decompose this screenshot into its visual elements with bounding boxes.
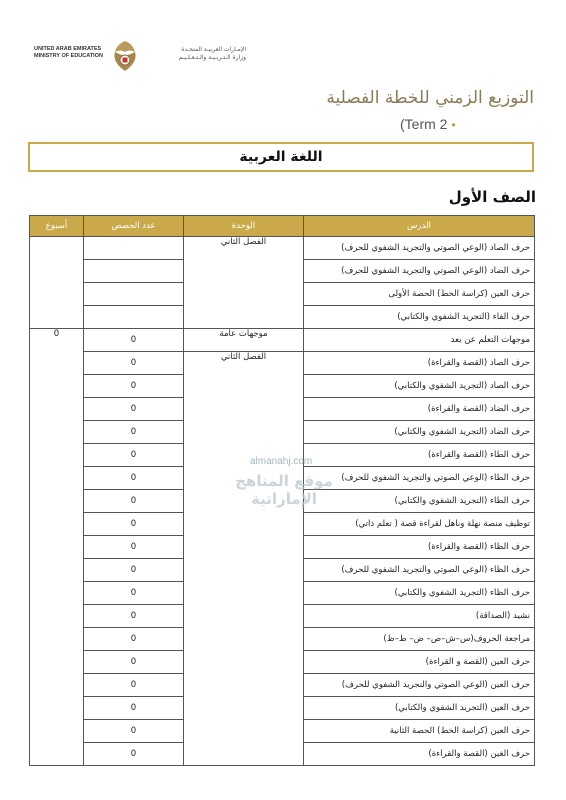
- lesson-cell: حرف الصاد (القصة والقراءة): [304, 352, 535, 375]
- grade-title: الصف الأول: [448, 188, 536, 206]
- count-cell: [84, 283, 184, 306]
- lesson-cell: حرف الصاد (الوعي الصوتي والتجريد الشفوي للحرف): [304, 237, 535, 260]
- lesson-cell: حرف الفاء (التجريد الشفوي والكتابي): [304, 306, 535, 329]
- count-cell: 0: [84, 651, 184, 674]
- term-dot: •: [451, 118, 456, 132]
- lesson-cell: حرف الظاء (الوعي الصوتي والتجريد الشفوي للحرف): [304, 559, 535, 582]
- count-cell: 0: [84, 697, 184, 720]
- count-cell: 0: [84, 421, 184, 444]
- count-cell: 0: [84, 375, 184, 398]
- subject-box: [28, 142, 534, 172]
- ministry-name-ar: [170, 46, 246, 62]
- table-row: [30, 237, 535, 260]
- subject-title: اللغة العربية: [239, 149, 323, 165]
- lesson-cell: حرف الضاد (التجريد الشفوي والكتابي): [304, 421, 535, 444]
- table-row: [30, 352, 535, 375]
- count-cell: 0: [84, 674, 184, 697]
- lesson-cell: توظيف منصة نهلة وناهل لقراءة قصة ( تعلم ذاتي): [304, 513, 535, 536]
- count-cell: 0: [84, 628, 184, 651]
- term-label: [400, 116, 456, 132]
- count-cell: 0: [84, 720, 184, 743]
- ministry-ar-line1: الإمـارات العربيـة المتحـدة: [181, 46, 246, 53]
- table-row: [30, 329, 535, 352]
- count-cell: 0: [84, 398, 184, 421]
- ministry-en-line2: MINISTRY OF EDUCATION: [34, 53, 103, 59]
- count-cell: 0: [84, 536, 184, 559]
- unit-cell: الفصل الثاني: [184, 237, 304, 329]
- lesson-cell: حرف الغين (القصة والقراءة): [304, 743, 535, 766]
- ministry-en-line1: UNITED ARAB EMIRATES: [34, 46, 102, 52]
- table-header-row: [30, 216, 535, 237]
- lesson-cell: حرف العين (الوعي الصوتي والتجريد الشفوي للحرف): [304, 674, 535, 697]
- header-lesson: الدرس: [304, 216, 535, 237]
- uae-emblem-icon: [110, 38, 140, 74]
- week-cell: [30, 237, 84, 329]
- count-cell: [84, 237, 184, 260]
- header-count: عدد الحصص: [84, 216, 184, 237]
- lesson-cell: حرف العين (كراسة الخط) الحصة الأولى: [304, 283, 535, 306]
- plan-title: التوزيع الزمني للخطة الفصلية: [326, 88, 534, 108]
- count-cell: 0: [84, 559, 184, 582]
- count-cell: 0: [84, 513, 184, 536]
- ministry-ar-line2: وزارة الـتـربـيـة والـتـعـلـيـم: [178, 54, 246, 61]
- watermark-logo: موقع المناهج الإماراتية: [235, 472, 333, 508]
- count-cell: 0: [84, 605, 184, 628]
- lesson-cell: حرف الصاد (التجريد الشفوي والكتابي): [304, 375, 535, 398]
- lesson-cell: حرف الظاء (القصة والقراءة): [304, 536, 535, 559]
- count-cell: 0: [84, 582, 184, 605]
- count-cell: 0: [84, 490, 184, 513]
- lesson-cell: حرف الطاء (القصة والقراءة): [304, 444, 535, 467]
- unit-cell: موجهات عامة: [184, 329, 304, 352]
- lesson-cell: حرف الضاد (القصة والقراءة): [304, 398, 535, 421]
- watermark-url: almanahj.com: [250, 456, 313, 467]
- count-cell: [84, 260, 184, 283]
- lesson-cell: حرف العين (كراسة الخط) الحصة الثانية: [304, 720, 535, 743]
- count-cell: 0: [84, 467, 184, 490]
- lesson-cell: مراجعة الحروف(س–ش–ص– ض– ط–ظ): [304, 628, 535, 651]
- lesson-cell: حرف الطاء (الوعي الصوتي والتجريد الشفوي للحرف): [304, 467, 535, 490]
- lesson-cell: حرف الضاد (الوعي الصوتي والتجريد الشفوي للحرف): [304, 260, 535, 283]
- lesson-cell: حرف العين (التجريد الشفوي والكتابي): [304, 697, 535, 720]
- schedule-table: [29, 215, 535, 766]
- ministry-name-en: [34, 46, 114, 60]
- lesson-cell: نشيد (الصداقة): [304, 605, 535, 628]
- header-week: أسبوع: [30, 216, 84, 237]
- count-cell: 0: [84, 444, 184, 467]
- count-cell: [84, 306, 184, 329]
- lesson-cell: حرف العين (القصة و القراءة): [304, 651, 535, 674]
- document-header: [0, 0, 566, 120]
- week-cell: 0: [30, 329, 84, 766]
- header-unit: الوحدة: [184, 216, 304, 237]
- lesson-cell: حرف الطاء (التجريد الشفوي والكتابي): [304, 490, 535, 513]
- term-text: (Term 2: [400, 116, 448, 132]
- count-cell: 0: [84, 743, 184, 766]
- lesson-cell: موجهات التعلم عن بعد: [304, 329, 535, 352]
- unit-cell: الفصل الثاني: [184, 352, 304, 766]
- lesson-cell: حرف الظاء (التجريد الشفوي والكتابي): [304, 582, 535, 605]
- count-cell: 0: [84, 329, 184, 352]
- count-cell: 0: [84, 352, 184, 375]
